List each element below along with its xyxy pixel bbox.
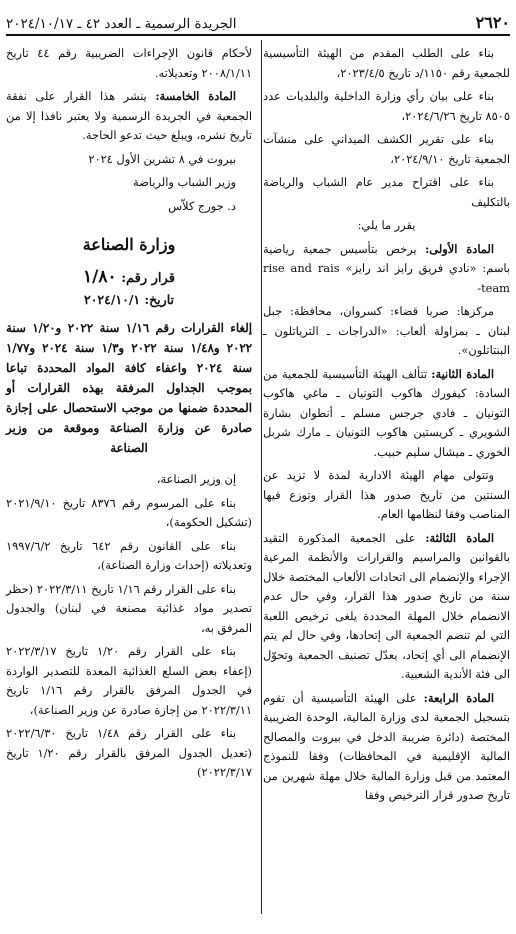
article-paragraph — [6, 87, 252, 146]
decision-number-line — [6, 266, 252, 290]
article-label: المادة الخامسة: — [155, 89, 236, 103]
article-text: وتتولى مهام الهيئة الادارية لمدة لا تزيد عن السنتين من تاريخ صدور هذا القرار وتوزع فيها المناصب وفقا لنظامها العام. — [263, 468, 510, 521]
decision-date-value: ٢٠٢٤/١٠/١ — [84, 292, 141, 307]
recital-paragraph: بناء على الطلب المقدم من الهيئة التأسيسية للجمعية رقم ١١٥٠/د تاريخ ٢٠٢٣/٤/٥، — [263, 46, 510, 80]
article-label: المادة الرابعة: — [423, 690, 494, 705]
recital-paragraph: بناء على بيان رأي وزارة الداخلية والبلديات عدد ٨٥٠٥ تاريخ ٢٠٢٤/٦/٢٦، — [263, 89, 510, 123]
gazette-issue-line: الجريدة الرسمية ـ العدد ٤٢ ـ ٢٠٢٤/١٠/١٧ — [6, 16, 237, 32]
decision-subject: إلغاء القرارات رقم ١/١٦ سنة ٢٠٢٢ و١/٢٠ سنة ٢٠٢٢ و١/٤٨ سنة ٢٠٢٢ و١/٣ سنة ٢٠٢٤ و١/٧٧ سنة ٢٠٢٤ واعفاء كافة المواد المحددة تباعا بموجب الجداول المرفقة بهذه القرارات أو المحددة ضمنها من موجب الاستحصال على إجازة صادرة عن وزارة الصناعة وموقعة من وزير الصناعة — [6, 321, 253, 455]
page-number: ٢٦٢٠ — [475, 13, 510, 32]
recital-paragraph: بناء على اقتراح مدير عام الشباب والرياضة بالتكليف — [263, 175, 510, 209]
intro-line: إن وزير الصناعة، — [156, 472, 236, 486]
article-paragraph — [263, 240, 510, 299]
header-divider — [6, 34, 510, 36]
article-label: المادة الثالثة: — [425, 530, 494, 545]
article-text: تتألف الهيئة التأسيسية للجمعية من السادة: كيفورك هاكوب التونيان ـ ماغي هاكوب التونيان ـ فادي جرجس مسلم ـ أنطوان بشارة الشويري ـ كريستين هاكوب التونيان ـ مارك شربل الخوري ـ ميشال سليم حبيب. — [263, 366, 510, 459]
recital-paragraph: بناء على القرار رقم ١/١٦ تاريخ ٢٠٢٢/٣/١١ (حظر تصدير مواد غذائية مصنعة في لبنان) والجدول المرفق به، — [6, 581, 252, 635]
recital-paragraph: بناء على القانون رقم ٦٤٢ تاريخ ١٩٩٧/٦/٢ وتعديلاته (إحداث وزارة الصناعة)، — [6, 538, 252, 572]
recital-paragraph: بناء على القرار رقم ١/٢٠ تاريخ ٢٠٢٢/٣/١٧ (إعفاء بعض السلع الغذائية المعدة للتصدير الواردة في الجدول المرفق بالقرار رقم ١/١٦ تاريخ ٢٠٢٢/٣/١١ من إجازة صادرة عن وزير الصناعة)، — [6, 644, 252, 717]
left-column — [6, 44, 252, 787]
article-text: مركزها: صربا قضاء: كسروان، محافظة: جبل لبنان ـ بمزاولة ألعاب: «الدراجات ـ الترياتلون ـ البنتاتلون». — [263, 304, 510, 357]
article-text: ينشر هذا القرار على نفقة الجمعية في الجريدة الرسمية ولا يعتبر نافذا إلا من تاريخ نشره، ويبلغ حيث تدعو الحاجة. — [6, 89, 252, 142]
page-header — [6, 6, 510, 32]
article-text: يرخص بتأسيس جمعية رياضية باسم: «نادي فريق رايز اند رايز» rise and rais team- — [263, 241, 511, 295]
column-divider — [261, 40, 262, 914]
recital-paragraph: بناء على القرار رقم ١/٤٨ تاريخ ٢٠٢٢/٦/٣٠ (تعديل الجدول المرفق بالقرار رقم ١/٢٠ تاريخ ٢٠٢٢/٣/١٧) — [6, 726, 252, 779]
article-label: المادة الأولى: — [425, 241, 495, 256]
decision-date-label: تاريخ: — [144, 292, 174, 307]
article-text: على الجمعية المذكورة التقيد بالقوانين والمراسيم والقرارات والأنظمة المرعية الإجراء والإنضمام الى اتحادات الألعاب المختصة خلال سنة من تاريخ صدور هذا القرار، وفي حال عدم الانضمام خلال المهلة المحددة يلغى ترخيص اللعبة التي لم تنضم الجمعية الى إتحادها، وفي حال لم يتم الإنضمام الى أي إتحاد، يعدّل تصنيف الجمعية وتحوّل الى فئة الأندية الشعبية. — [263, 530, 510, 681]
signature-title: وزير الشباب والرياضة — [133, 175, 236, 189]
decision-number-label: قرار رقم: — [121, 271, 175, 286]
article-paragraph — [263, 529, 510, 685]
right-column — [263, 44, 510, 810]
article-text: على الهيئة التأسيسية أن تقوم بتسجيل الجمعية لدى وزارة المالية، الوحدة الضريبية المختصة (دائرة ضريبة الدخل في بيروت والمصالح المالية الإقليمية في المحافظات) وفقا للنموذج المعتمد من قبل وزارة المالية خلال مهلة شهرين من تاريخ صدور قرار الترخيص وفقا — [263, 690, 510, 802]
article-label: المادة الثانية: — [431, 366, 494, 381]
continuation-text: لأحكام قانون الإجراءات الضريبية رقم ٤٤ تاريخ ٢٠٠٨/١/١١ وتعديلاته. — [6, 46, 252, 80]
decision-date-line — [6, 290, 252, 310]
article-paragraph — [263, 466, 510, 525]
recital-paragraph: بناء على المرسوم رقم ٨٣٧٦ تاريخ ٢٠٢١/٩/١٠ (تشكيل الحكومة)، — [6, 495, 252, 529]
article-paragraph — [263, 689, 510, 806]
decision-number-value: ١/٨٠ — [83, 267, 117, 287]
ministry-heading: وزارة الصناعة — [82, 235, 176, 254]
decides-line: يقرر ما يلي: — [357, 218, 416, 232]
article-paragraph — [263, 302, 510, 361]
article-paragraph — [263, 365, 510, 463]
signature-place-date: بيروت في ٨ تشرين الأول ٢٠٢٤ — [88, 151, 236, 166]
signature-name: د. جورج كلاّس — [168, 198, 236, 213]
recital-paragraph: بناء على تقرير الكشف الميداني على منشآت الجمعية تاريخ ٢٠٢٤/٩/١٠، — [263, 132, 510, 166]
